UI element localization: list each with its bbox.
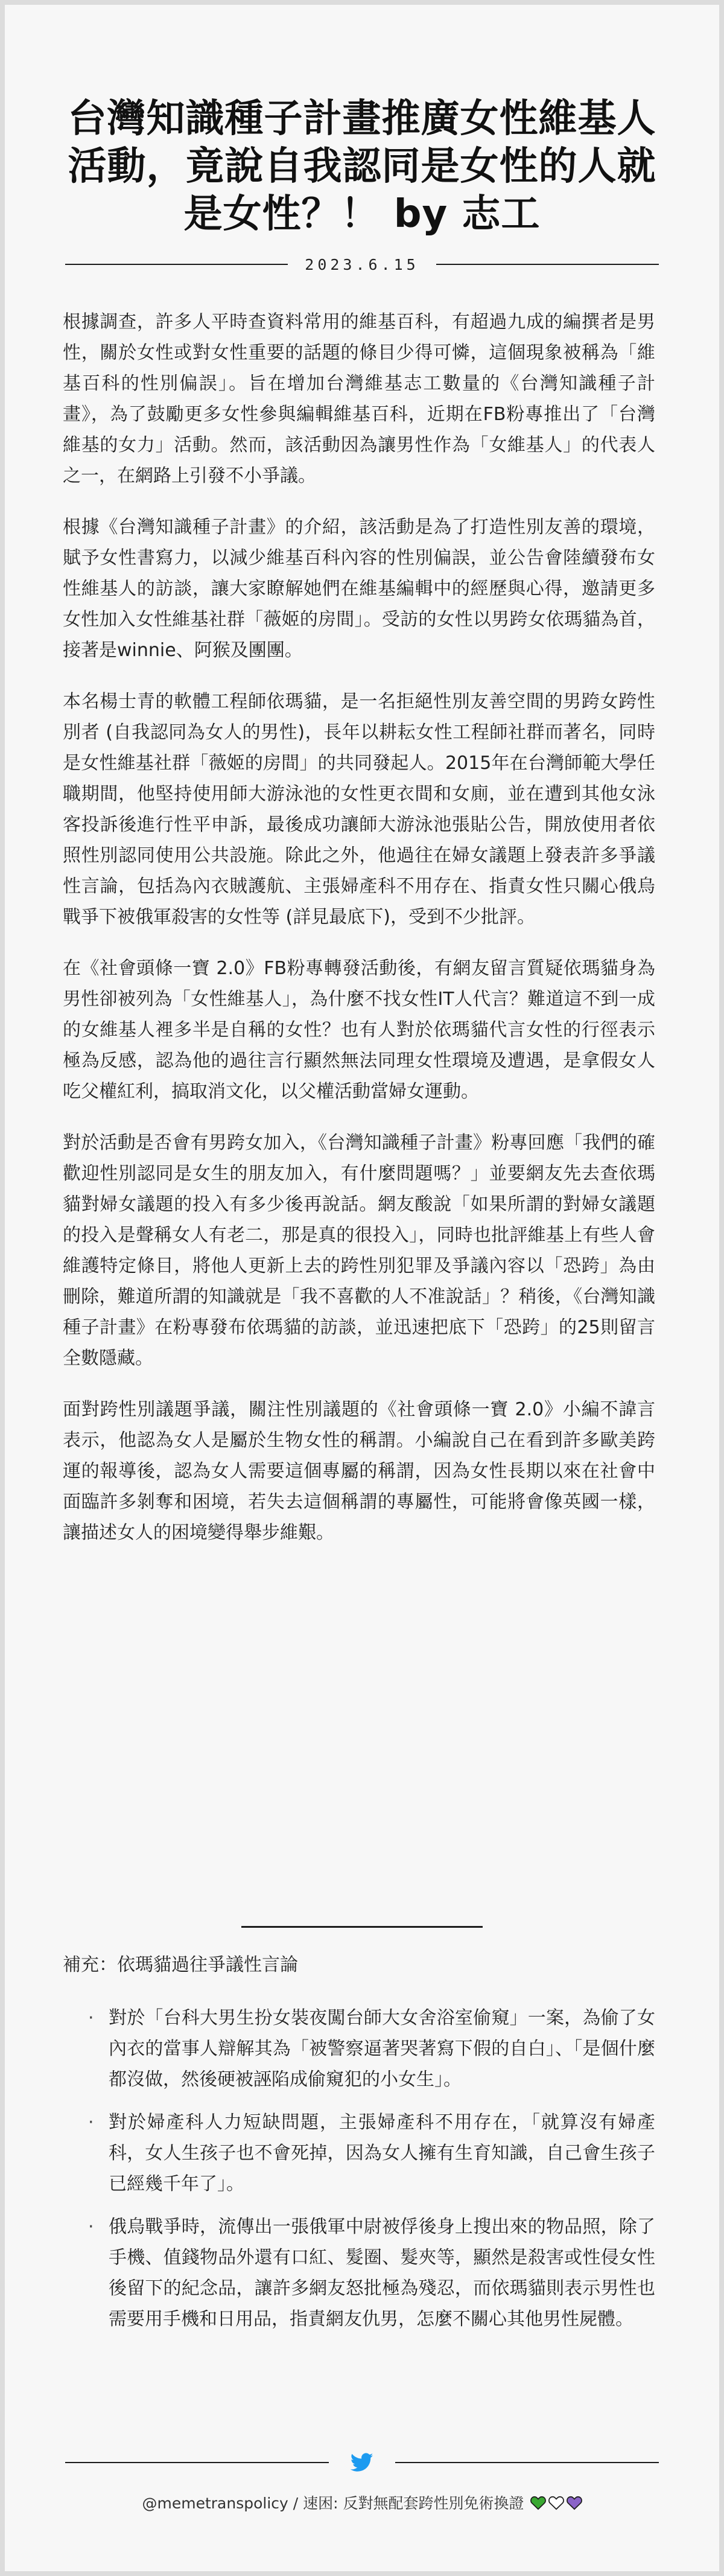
footer-handle[interactable]: @memetranspolicy bbox=[142, 2495, 288, 2512]
list-item bbox=[63, 2211, 655, 2335]
list-item bbox=[63, 2003, 655, 2095]
list-item-text: 俄烏戰爭時，流傳出一張俄軍中尉被俘後身上搜出來的物品照，除了手機、值錢物品外還有口紅、髮圈、髮夾等，顯然是殺害或性侵女性後留下的紀念品，讓許多網友怒批極為殘忍，而依瑪貓則表示男性也需要用手機和日用品，指責網友仇男，怎麼不關心其他男性屍體。 bbox=[109, 2216, 655, 2330]
supplement-list bbox=[63, 2003, 655, 2347]
bullet-glyph: · bbox=[88, 2216, 94, 2237]
section-divider bbox=[241, 1926, 483, 1928]
paragraph: 對於活動是否會有男跨女加入，《台灣知識種子計畫》粉專回應「我們的確歡迎性別認同是女生的朋友加入，有什麼問題嗎？」並要網友先去查依瑪貓對婦女議題的投入有多少後再說話。網友酸說「如果所謂的對婦女議題的投入是聲稱女人有老二，那是真的很投入」，同時也批評維基上有些人會維護特定條目，將他人更新上去的跨性別犯罪及爭議內容以「恐跨」為由刪除，難道所謂的知識就是「我不喜歡的人不准說話」？稍後，《台灣知識種子計畫》在粉專發布依瑪貓的訪談，並迅速把底下「恐跨」的25則留言全數隱藏。 bbox=[63, 1132, 655, 1369]
white-heart-icon bbox=[548, 2496, 564, 2510]
list-item-text: 對於婦產科人力短缺問題，主張婦產科不用存在，「就算沒有婦產科，女人生孩子也不會死掉，因為女人擁有生育知識，自己會生孩子已經幾千年了」。 bbox=[109, 2112, 655, 2195]
footer-rule-row bbox=[65, 2450, 659, 2475]
paragraph: 根據《台灣知識種子計畫》的介紹，該活動是為了打造性別友善的環境，賦予女性書寫力，以減少維基百科內容的性別偏誤，並公告會陸續發布女性維基人的訪談，讓大家瞭解她們在維基編輯中的經歷與心得，邀請更多女性加入女性維基社群「薇姬的房間」。受訪的女性以男跨女依瑪貓為首，接著是winnie、阿猴及團團。 bbox=[63, 517, 655, 661]
list-item-text: 對於「台科大男生扮女裝夜闖台師大女舍浴室偷窺」一案，為偷了女內衣的當事人辯解其為「被警察逼著哭著寫下假的自白」、「是個什麼都沒做，然後硬被誣陷成偷窺犯的小女生」。 bbox=[109, 2007, 655, 2090]
paragraph: 面對跨性別議題爭議，關注性別議題的《社會頭條一寶 2.0》小編不諱言表示，他認為女人是屬於生物女性的稱謂。小編說自己在看到許多歐美跨運的報導後，認為女人需要這個專屬的稱謂，因為女性長期以來在社會中面臨許多剝奪和困境，若失去這個稱謂的專屬性，可能將會像英國一樣，讓描述女人的困境變得舉步維艱。 bbox=[63, 1399, 655, 1543]
paragraph: 本名楊士青的軟體工程師依瑪貓，是一名拒絕性別友善空間的男跨女跨性別者 (自我認同為女人的男性)，長年以耕耘女性工程師社群而著名，同時是女性維基社群「薇姬的房間」的共同發起人。2015年在台灣師範大學任職期間，他堅持使用師大游泳池的女性更衣間和女廁，並在遭到其他女泳客投訴後進行性平申訴，最後成功讓師大游泳池張貼公告，開放使用者依照性別認同使用公共設施。除此之外，他過往在婦女議題上發表許多爭議性言論，包括為內衣賊護航、主張婦產科不用存在、指責女性只關心俄烏戰爭下被俄軍殺害的女性等 (詳見最底下)，受到不少批評。 bbox=[63, 691, 655, 928]
paragraph: 在《社會頭條一寶 2.0》FB粉專轉發活動後，有網友留言質疑依瑪貓身為男性卻被列為「女性維基人」，為什麼不找女性IT人代言？難道這不到一成的女維基人裡多半是自稱的女性？也有人對於依瑪貓代言女性的行徑表示極為反感，認為他的過往言行顯然無法同理女性環境及遭遇，是拿假女人吃父權紅利，搞取消文化，以父權活動當婦女運動。 bbox=[63, 958, 655, 1102]
paragraph: 根據調查，許多人平時查資料常用的維基百科，有超過九成的編撰者是男性，關於女性或對女性重要的話題的條目少得可憐，這個現象被稱為「維基百科的性別偏誤」。旨在增加台灣維基志工數量的《台灣知識種子計畫》，為了鼓勵更多女性參與編輯維基百科，近期在FB粉專推出了「台灣維基的女力」活動。然而，該活動因為讓男性作為「女維基人」的代表人之一，在網路上引發不小爭議。 bbox=[63, 311, 655, 486]
twitter-bird-icon[interactable] bbox=[351, 2453, 373, 2472]
heart-icons bbox=[530, 2496, 582, 2510]
date-row bbox=[65, 253, 659, 275]
date-rule-right bbox=[436, 264, 659, 265]
footer-credit bbox=[65, 2492, 659, 2516]
supplement-heading: 補充：依瑪貓過往爭議性言論 bbox=[63, 1954, 298, 1975]
date-rule-left bbox=[65, 264, 288, 265]
bullet-glyph: · bbox=[88, 2007, 94, 2029]
article-body bbox=[63, 307, 655, 1548]
page-sheet bbox=[5, 5, 719, 2571]
footer-rule-left bbox=[65, 2462, 329, 2463]
page-title: 台灣知識種子計畫推廣女性維基人活動，竟說自我認同是女性的人就是女性？！ by 志工 bbox=[68, 97, 656, 237]
footer-separator: / bbox=[288, 2495, 303, 2512]
green-heart-icon bbox=[530, 2496, 546, 2510]
bullet-glyph: · bbox=[88, 2112, 94, 2133]
list-item bbox=[63, 2107, 655, 2199]
publish-date: 2023.6.15 bbox=[305, 255, 419, 273]
footer-rule-right bbox=[395, 2462, 659, 2463]
purple-heart-icon bbox=[567, 2496, 582, 2510]
footer-tagline: 速困: 反對無配套跨性別免術換證 bbox=[303, 2495, 524, 2512]
